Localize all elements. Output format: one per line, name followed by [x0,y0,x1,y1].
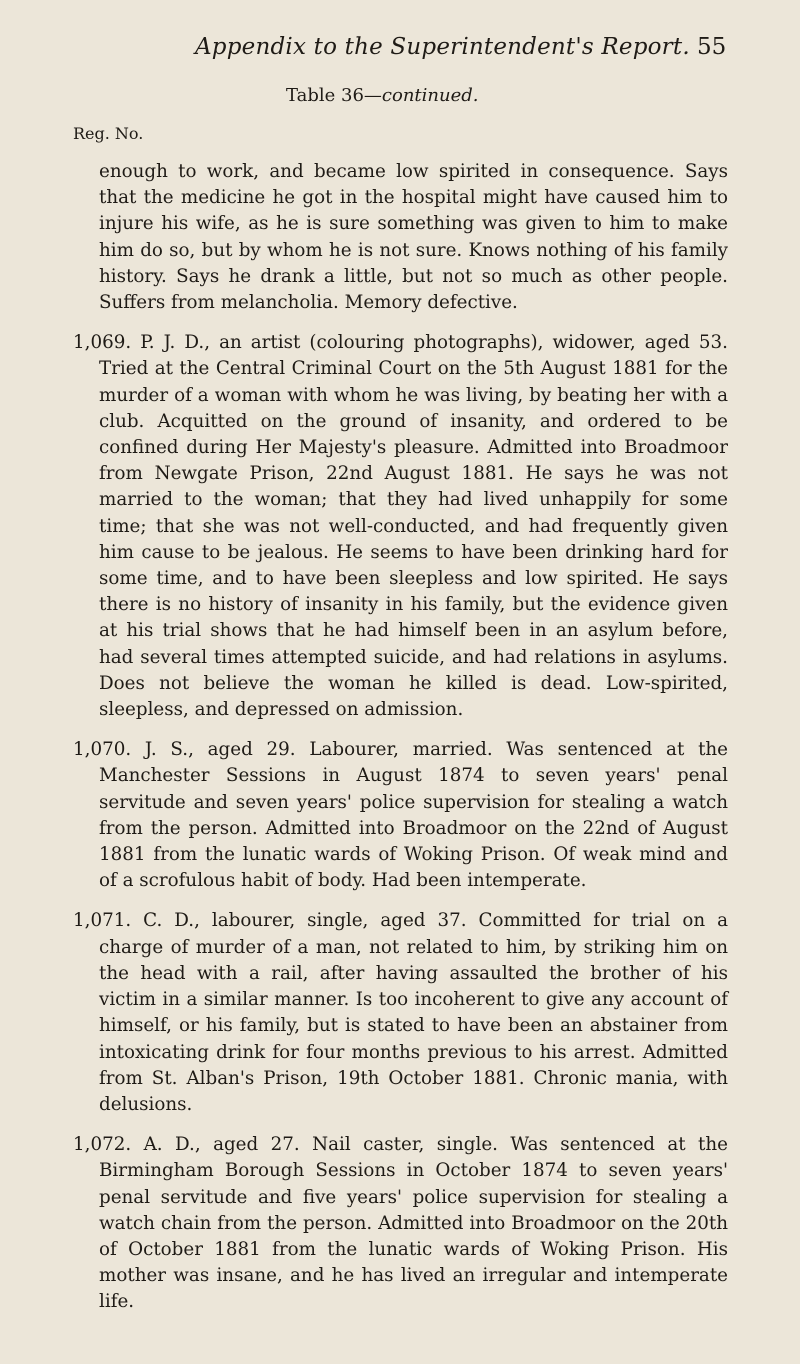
table-caption-label: Table 36 [286,85,364,106]
reg-no-column-label: Reg. No. [73,124,144,143]
entry-continuation [73,159,728,316]
entries-body [73,159,728,1316]
running-title: Appendix to the Superintendent's Report. [195,34,690,60]
entry-1069 [73,330,728,723]
table-caption-continued: —continued. [363,85,479,106]
entry-text: enough to work, and became low spirited in consequence. Says that the medicine he got in the hospital might have caused him to injure his wife, as he is sure something was given to him to make him do so, but by whom he is not sure. Knows nothing of his family history. Says he drank a little, but not so much as other people. Suffers from melancholia. Memory defective. [99,161,728,314]
entry-1072 [73,1132,728,1315]
entry-text: C. D., labourer, single, aged 37. Committed for trial on a charge of murder of a man, not related to him, by striking him on the head with a rail, after having assaulted the brother of his victim in a similar manner. Is too incoherent to give any account of himself, or his family, but is stated to have been an abstainer from intoxicating drink for four months previous to his arrest. Admitted from St. Alban's Prison, 19th October 1881. Chronic mania, with delusions. [99,910,728,1115]
entry-text: J. S., aged 29. Labourer, married. Was sentenced at the Manchester Sessions in August 1874 to seven years' penal servitude and seven years' police supervision for stealing a watch from the person. Admitted into Broadmoor on the 22nd of August 1881 from the lunatic wards of Woking Prison. Of weak mind and of a scrofulous habit of body. Had been intemperate. [99,739,729,892]
entry-text: P. J. D., an artist (colouring photographs), widower, aged 53. Tried at the Central Criminal Court on the 5th August 1881 for the murder of a woman with whom he was living, by beating her with a club. Acquitted on the ground of insanity, and ordered to be confined during Her Majesty's pleasure. Admitted into Broadmoor from Newgate Prison, 22nd August 1881. He says he was not married to the woman; that they had lived unhappily for some time; that she was not well-conducted, and had frequently given him cause to be jealous. He seems to have been drinking hard for some time, and to have been sleepless and low spirited. He says there is no history of insanity in his family, but the evidence given at his trial shows that he had himself been in an asylum before, had several times attempted suicide, and had relations in asylums. Does not believe the woman he killed is dead. Low-spirited, sleepless, and depressed on admission. [99,332,728,721]
entry-reg-no: 1,071. [73,910,132,932]
table-caption [286,85,479,106]
entry-reg-no: 1,070. [73,739,132,761]
entry-reg-no: 1,072. [73,1134,132,1156]
entry-reg-no: 1,069. [73,332,132,354]
entry-1070 [73,737,728,894]
entry-text: A. D., aged 27. Nail caster, single. Was sentenced at the Birmingham Borough Sessions in October 1874 to seven years' penal servitude and five years' police supervision for stealing a watch chain from the person. Admitted into Broadmoor on the 20th of October 1881 from the lunatic wards of Woking Prison. His mother was insane, and he has lived an irregular and intemperate life. [99,1134,728,1313]
page-number: 55 [697,34,727,60]
page-header [0,34,800,68]
entry-1071 [73,908,728,1118]
